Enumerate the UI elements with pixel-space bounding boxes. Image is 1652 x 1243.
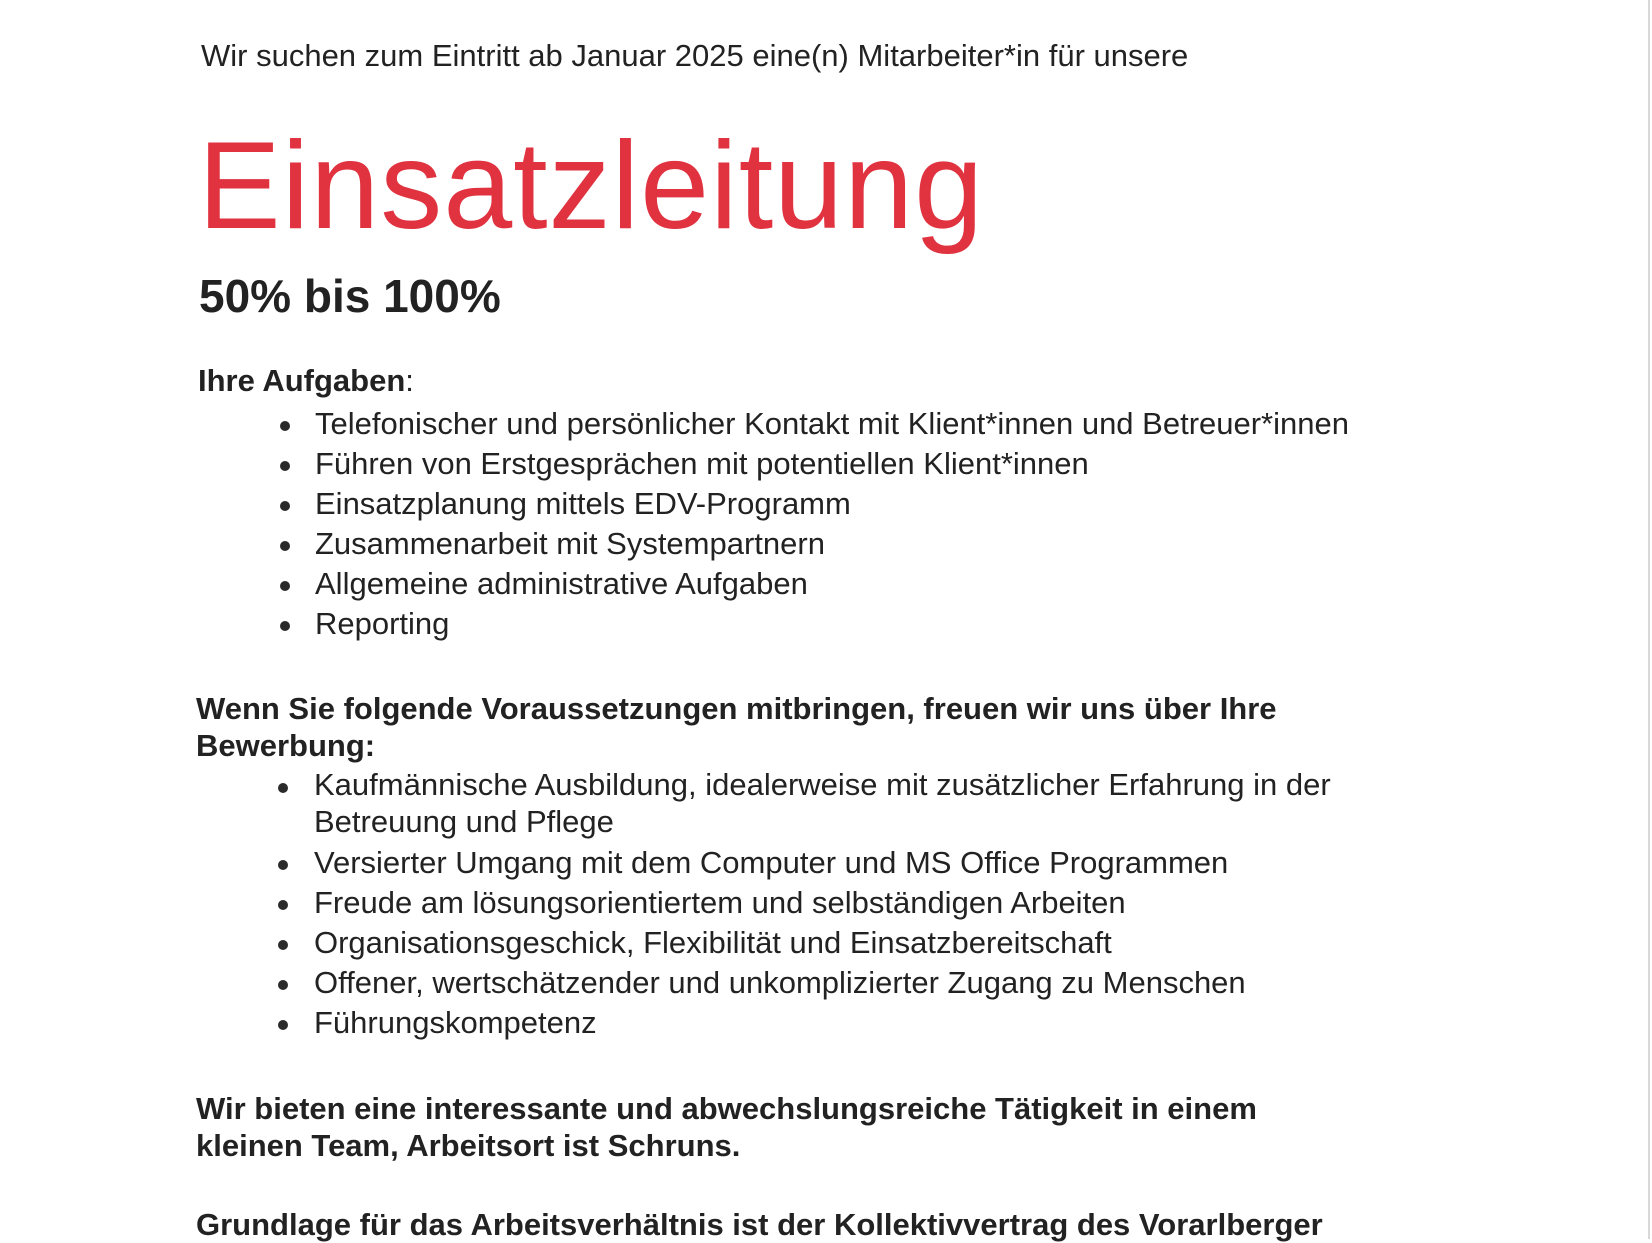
tasks-list	[0, 404, 1500, 644]
requirement-item	[0, 1003, 1500, 1043]
task-item	[0, 524, 1500, 564]
bullet-icon	[278, 940, 288, 950]
bullet-icon	[280, 541, 290, 551]
bullet-icon	[278, 1020, 288, 1030]
requirement-item-text: Führungskompetenz	[314, 1005, 597, 1040]
task-item	[0, 444, 1500, 484]
bullet-icon	[280, 461, 290, 471]
task-item	[0, 484, 1500, 524]
requirement-item-text: Freude am lösungsorientiertem und selbständigen Arbeiten	[314, 885, 1126, 920]
tasks-heading-colon: :	[405, 363, 414, 398]
tasks-heading	[198, 361, 414, 401]
requirement-item	[0, 766, 1500, 843]
tasks-heading-text: Ihre Aufgaben	[198, 363, 406, 398]
bullet-icon	[280, 621, 290, 631]
requirement-item-text: Versierter Umgang mit dem Computer und MS Office Programmen	[314, 845, 1229, 880]
task-item-text: Führen von Erstgesprächen mit potentiellen Klient*innen	[315, 446, 1089, 481]
task-item-text: Zusammenarbeit mit Systempartnern	[315, 526, 825, 561]
bullet-icon	[280, 581, 290, 591]
requirements-list	[0, 766, 1500, 1043]
requirement-item	[0, 923, 1500, 963]
requirement-item	[0, 963, 1500, 1003]
employment-percentage: 50% bis 100%	[199, 270, 501, 322]
bullet-icon	[280, 421, 290, 431]
task-item	[0, 604, 1500, 644]
task-item	[0, 404, 1500, 444]
bullet-icon	[278, 900, 288, 910]
bullet-icon	[278, 783, 288, 793]
task-item	[0, 564, 1500, 604]
intro-text: Wir suchen zum Eintritt ab Januar 2025 eine(n) Mitarbeiter*in für unsere	[201, 38, 1189, 73]
offer-paragraph: Wir bieten eine interessante und abwechslungsreiche Tätigkeit in einem kleinen Team, Arbeitsort ist Schruns.	[196, 1091, 1257, 1163]
requirement-item	[0, 843, 1500, 883]
requirements-heading: Wenn Sie folgende Voraussetzungen mitbringen, freuen wir uns über Ihre Bewerbung:	[196, 691, 1277, 763]
task-item-text: Reporting	[315, 606, 450, 641]
requirement-item-text: Offener, wertschätzender und unkomplizierter Zugang zu Menschen	[314, 965, 1246, 1000]
contract-basis-paragraph: Grundlage für das Arbeitsverhältnis ist der Kollektivvertrag des Vorarlberger	[196, 1207, 1323, 1242]
job-title: Einsatzleitung	[198, 117, 985, 255]
task-item-text: Telefonischer und persönlicher Kontakt mit Klient*innen und Betreuer*innen	[315, 406, 1349, 441]
bullet-icon	[278, 860, 288, 870]
scan-page-edge	[1648, 0, 1650, 1239]
requirement-item-text: Kaufmännische Ausbildung, idealerweise mit zusätzlicher Erfahrung in der Betreuung und Pflege	[314, 767, 1331, 839]
task-item-text: Einsatzplanung mittels EDV-Programm	[315, 486, 851, 521]
requirement-item-text: Organisationsgeschick, Flexibilität und Einsatzbereitschaft	[314, 925, 1112, 960]
bullet-icon	[278, 980, 288, 990]
requirement-item	[0, 883, 1500, 923]
task-item-text: Allgemeine administrative Aufgaben	[315, 566, 808, 601]
bullet-icon	[280, 501, 290, 511]
